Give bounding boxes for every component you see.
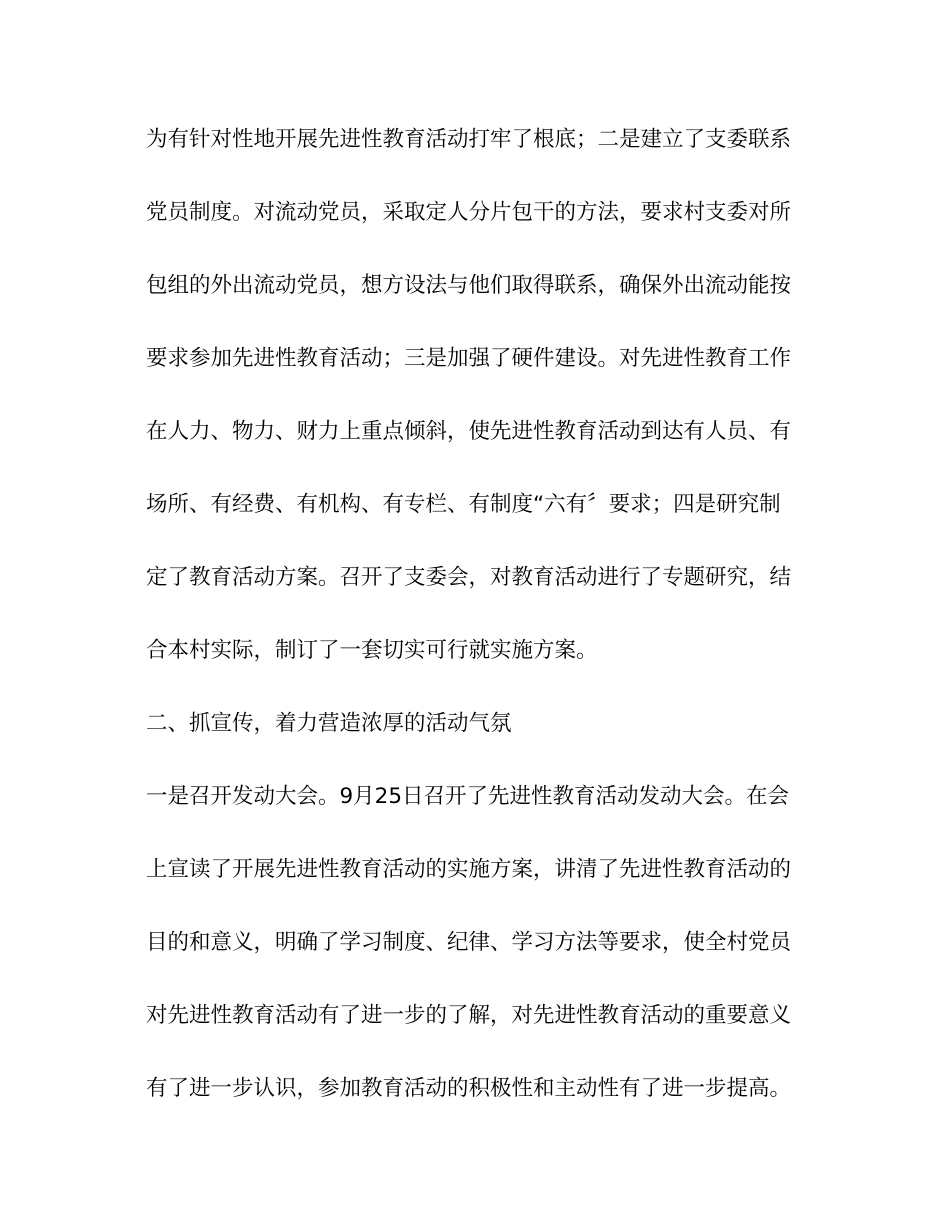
paragraph-line: 党员制度。对流动党员，采取定人分片包干的方法，要求村支委对所 bbox=[146, 200, 792, 225]
paragraph-line: 对先进性教育活动有了进一步的了解，对先进性教育活动的重要意义 bbox=[146, 1003, 792, 1028]
paragraph-line: 场所、有经费、有机构、有专栏、有制度“六有〞要求；四是研究制 bbox=[146, 492, 781, 517]
paragraph-line: 有了进一步认识，参加教育活动的积极性和主动性有了进一步提高。 bbox=[146, 1076, 792, 1101]
paragraph-line: 包组的外出流动党员，想方设法与他们取得联系，确保外出流动能按 bbox=[146, 273, 792, 298]
section-heading: 二、抓宣传，着力营造浓厚的活动气氛 bbox=[146, 711, 512, 736]
paragraph-line: 上宣读了开展先进性教育活动的实施方案，讲清了先进性教育活动的 bbox=[146, 857, 792, 882]
paragraph-line: 为有针对性地开展先进性教育活动打牢了根底；二是建立了支委联系 bbox=[146, 127, 792, 152]
paragraph-line: 一是召开发动大会。9月25日召开了先进性教育活动发动大会。在会 bbox=[146, 784, 790, 809]
paragraph-line: 目的和意义，明确了学习制度、纪律、学习方法等要求，使全村党员 bbox=[146, 930, 792, 955]
paragraph-line: 定了教育活动方案。召开了支委会，对教育活动进行了专题研究，结 bbox=[146, 565, 792, 590]
paragraph-line: 要求参加先进性教育活动；三是加强了硬件建设。对先进性教育工作 bbox=[146, 346, 792, 371]
paragraph-line: 合本村实际，制订了一套切实可行就实施方案。 bbox=[146, 638, 598, 663]
paragraph-line: 在人力、物力、财力上重点倾斜，使先进性教育活动到达有人员、有 bbox=[146, 419, 792, 444]
